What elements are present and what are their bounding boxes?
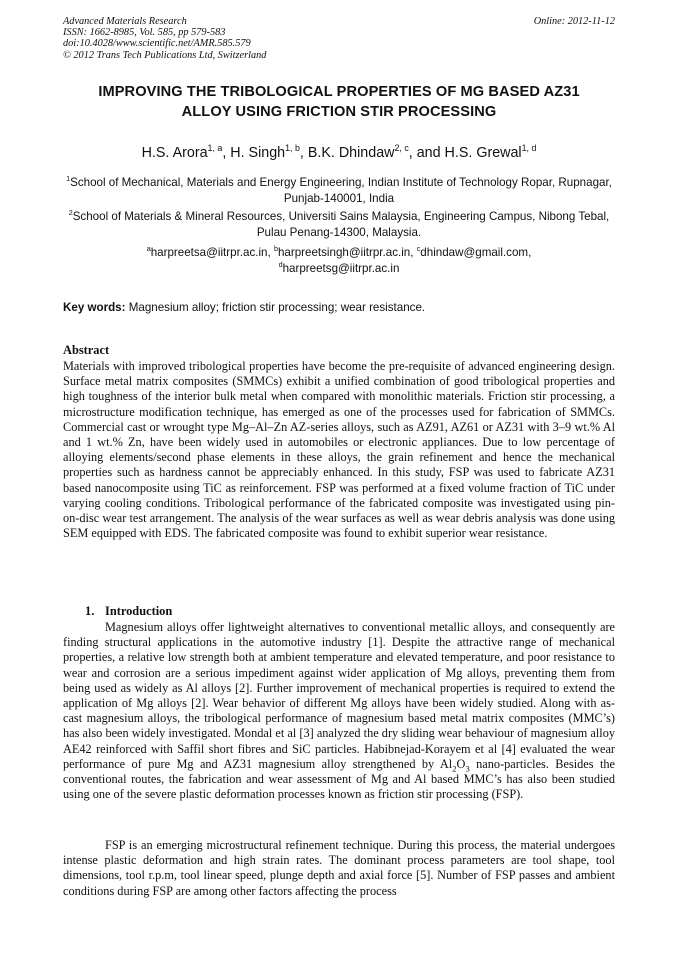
section-number: 1. bbox=[85, 604, 95, 618]
email-c[interactable]: dhindaw@gmail.com, bbox=[420, 246, 532, 259]
introduction-paragraph-2: FSP is an emerging microstructural refinement technique. During this process, the material undergoes intense plastic deformation and high strain rates. The dominant process parameters are tool shape, tool dimensions, tool r.p.m, tool linear speed, plunge depth and axial force [5]. Number of FSP passes and ambient conditions during FSP are among other factors affecting the process bbox=[63, 838, 615, 898]
introduction-paragraph-1 bbox=[63, 620, 615, 802]
subscript: 3 bbox=[465, 763, 470, 774]
abstract-text: Materials with improved tribological properties have become the pre-requisite of advanced engineering design. Surface metal matrix composites (SMMCs) exhibit a unified combination of good tribological properties and high toughness of the interior bulk metal when compared with monolithic materials. Friction stir processing, a microstructure modification technique, has emerged as one of the processes used for fabrication of SMMCs. Commercial cast or wrought type Mg–Al–Zn AZ-series alloys, such as AZ91, AZ61 or AZ31 with 3–9 wt.% Al and 1 wt.% Zn, have been widely used in automobiles or electronic appliances. Due to low percentage of alloying elements/second phase elements in these alloys, the grain refinement and hence the mechanical properties such as hardness cannot be appreciably enhanced. In this study, FSP was used to fabricate AZ31 based nanocomposite using TiC as reinforcement. FSP was performed at a fixed volume fraction of TiC under varying cooling conditions. Tribological performance of the fabricated composite was investigated using pin-on-disc wear test arrangement. The analysis of the wear surfaces as well as wear debris analysis was done using SEM equipped with EDS. The fabricated composite was found to exhibit superior wear resistance. bbox=[63, 359, 615, 541]
journal-header bbox=[63, 16, 463, 61]
author-superscript: 1, a bbox=[207, 143, 223, 154]
intro-text: Magnesium alloys offer lightweight alternatives to conventional metallic alloys, and consequently are finding structural applications in the automotive industry [1]. Despite the attractive range of mechanical properties, a relative low strength both at ambient temperature and elevated temperature, and poor resistance to wear and corrosion are a serious impediment against wider application of Mg alloys, preventing them from being used as widely as Al alloys [2]. Further improvement of mechanical properties is required to extend the application of Mg alloys [2]. Wear behavior of different Mg alloys have been widely studied. Along with as-cast magnesium alloys, the tribological performance of magnesium based metal matrix composites (MMC’s) has also been widely investigated. Mondal et al [3] analyzed the dry sliding wear behaviour of magnesium alloy AE42 reinforced with Saffil short fibres and SiC particles. Habibnejad-Korayem et al [4] evaluated the wear performance of pure Mg and AZ31 magnesium alloy strengthened by Al bbox=[63, 620, 615, 771]
email-marker-d: d bbox=[278, 260, 283, 270]
abstract-heading: Abstract bbox=[63, 343, 110, 357]
affiliation-text: School of Mechanical, Materials and Energy Engineering, Indian Institute of Technology Ropar, Rupnagar, Punjab-140001, India bbox=[70, 176, 612, 205]
author-separator: , and bbox=[408, 145, 445, 161]
email-marker-b: b bbox=[273, 244, 278, 254]
section-title: Introduction bbox=[105, 604, 173, 618]
email-b[interactable]: harpreetsingh@iitrpr.ac.in, bbox=[277, 246, 414, 259]
introduction-heading bbox=[85, 604, 172, 619]
intro-text: O bbox=[456, 756, 466, 771]
title-line-1: IMPROVING THE TRIBOLOGICAL PROPERTIES OF MG BASED AZ31 bbox=[98, 84, 580, 100]
affiliation-1 bbox=[63, 175, 615, 207]
journal-copyright: © 2012 Trans Tech Publications Ltd, Switzerland bbox=[63, 49, 267, 61]
email-marker-c: c bbox=[416, 244, 421, 254]
keywords-label: Key words: bbox=[63, 301, 126, 314]
title-line-2: ALLOY USING FRICTION STIR PROCESSING bbox=[181, 104, 497, 120]
email-a[interactable]: harpreetsa@iitrpr.ac.in, bbox=[150, 246, 271, 259]
author-name: H. Singh bbox=[230, 145, 286, 161]
keywords bbox=[63, 300, 615, 316]
affiliation-superscript: 2 bbox=[68, 208, 73, 218]
author-list bbox=[63, 143, 615, 163]
affiliation-superscript: 1 bbox=[66, 174, 71, 184]
affiliation-2 bbox=[63, 209, 615, 241]
online-date: Online: 2012-11-12 bbox=[533, 16, 615, 27]
journal-doi: doi:10.4028/www.scientific.net/AMR.585.579 bbox=[63, 38, 251, 50]
author-name: H.S. Grewal bbox=[444, 145, 522, 161]
affiliation-text: School of Materials & Mineral Resources, Universiti Sains Malaysia, Engineering Campus, Nibong Tebal, Pulau Penang-14300, Malaysia. bbox=[72, 210, 610, 239]
author-name: H.S. Arora bbox=[141, 145, 208, 161]
author-superscript: 1, b bbox=[285, 143, 300, 154]
email-marker-a: a bbox=[146, 244, 151, 254]
subscript: 2 bbox=[452, 763, 457, 774]
author-separator: , bbox=[222, 145, 231, 161]
author-superscript: 1, d bbox=[521, 143, 537, 154]
author-separator: , bbox=[299, 145, 308, 161]
paper-title bbox=[63, 82, 615, 122]
intro-text: nano-particles. Besides the conventional routes, the fabrication and wear assessment of Mg and Al based MMC’s has also been studied using one of the severe plastic deformation processes known as friction stir processing (FSP). bbox=[63, 756, 615, 802]
journal-name: Advanced Materials Research bbox=[63, 16, 187, 27]
author-superscript: 2, c bbox=[394, 143, 409, 154]
keywords-text: Magnesium alloy; friction stir processing; wear resistance. bbox=[128, 301, 426, 314]
journal-issn: ISSN: 1662-8985, Vol. 585, pp 579-583 bbox=[63, 27, 226, 39]
author-name: B.K. Dhindaw bbox=[307, 145, 395, 161]
email-d[interactable]: harpreetsg@iitrpr.ac.in bbox=[282, 262, 400, 275]
author-emails bbox=[63, 245, 615, 277]
